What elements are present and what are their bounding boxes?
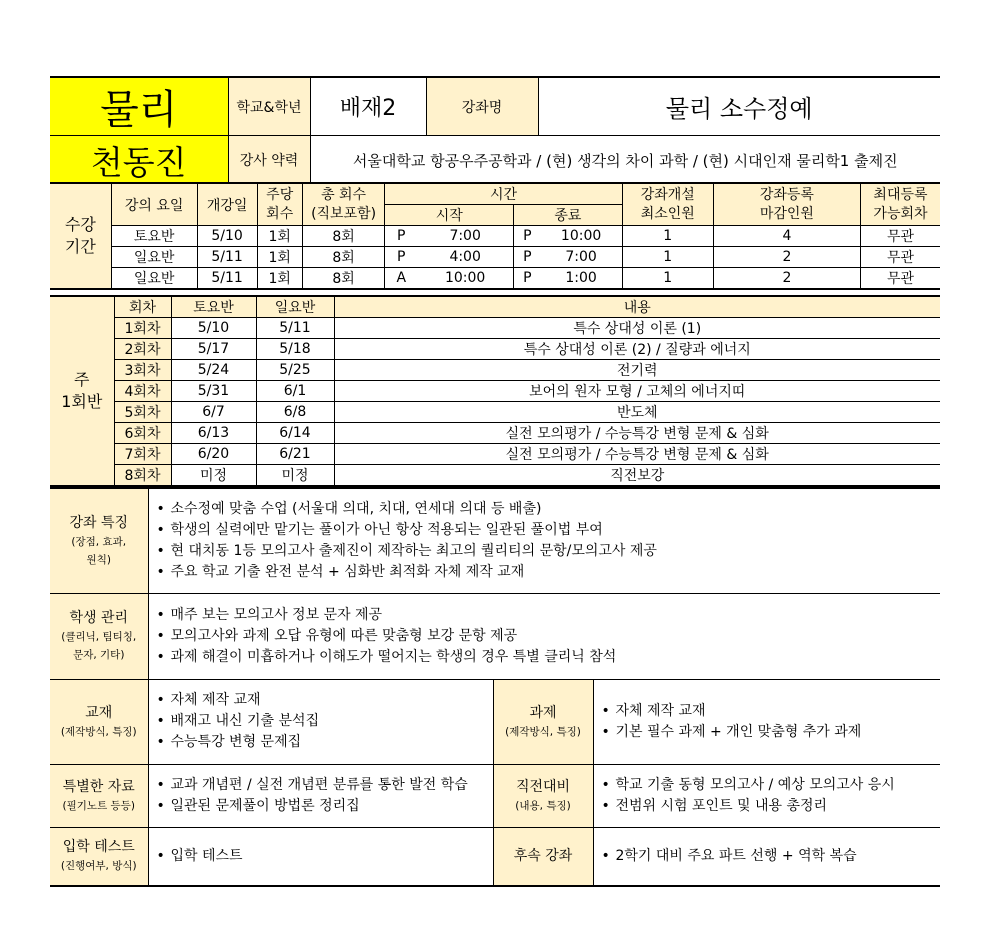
cell-end-time: 7:00 xyxy=(541,247,623,268)
cell-content: 특수 상대성 이론 (2) / 질량과 에너지 xyxy=(334,339,940,360)
cell-content: 반도체 xyxy=(334,402,940,423)
col-min-l2: 최소인원 xyxy=(640,205,695,222)
special-sub: (필기노트 등등) xyxy=(62,799,135,812)
management-sub-2: 문자, 기타) xyxy=(73,649,125,661)
homework-label xyxy=(493,679,593,764)
textbook-sub: (제작방식, 특징) xyxy=(60,725,137,738)
period-section-label xyxy=(50,183,111,289)
schedule-table xyxy=(50,295,940,487)
col-sat: 토요반 xyxy=(171,296,256,318)
cell-min: 1 xyxy=(622,247,713,268)
features-label xyxy=(50,488,148,593)
cell-start-time: 4:00 xyxy=(417,247,514,268)
cell-content: 직전보강 xyxy=(610,468,665,484)
management-content xyxy=(148,593,940,679)
cell-session: 7회차 xyxy=(114,444,171,465)
table-row xyxy=(50,402,940,423)
cell-sun: 6/8 xyxy=(256,402,334,423)
list-item: • 입학 테스트 xyxy=(157,846,493,867)
cell-weekly: 1회 xyxy=(257,268,302,290)
cell-sat: 6/7 xyxy=(171,402,256,423)
cell-max: 무관 xyxy=(860,247,940,268)
cell-sun: 5/18 xyxy=(256,339,334,360)
cell-day: 토요반 xyxy=(111,226,197,247)
management-label xyxy=(50,593,148,679)
cell-sun: 5/11 xyxy=(256,318,334,339)
col-content: 내용 xyxy=(334,296,940,318)
cell-total: 8회 xyxy=(302,226,385,247)
cell-day: 일요반 xyxy=(111,247,197,268)
cell-content: 보어의 원자 모형 / 고체의 에너지띠 xyxy=(334,381,940,402)
cell-session: 6회차 xyxy=(114,423,171,444)
cell-session: 3회차 xyxy=(114,360,171,381)
cell-weekly: 1회 xyxy=(257,247,302,268)
table-row xyxy=(50,339,940,360)
textbook-label xyxy=(50,679,148,764)
list-item: • 소수정예 맞춤 수업 (서울대 의대, 치대, 연세대 의대 등 배출) xyxy=(157,499,941,520)
details-table xyxy=(50,487,940,887)
cell-total: 8회 xyxy=(302,268,385,290)
list-item: • 일관된 문제풀이 방법론 정리집 xyxy=(157,796,493,817)
cell-sun: 미정 xyxy=(256,465,334,487)
cell-deadline: 4 xyxy=(713,226,860,247)
cell-sat: 5/10 xyxy=(171,318,256,339)
col-day: 강의 요일 xyxy=(111,183,197,226)
followup-title: 후속 강좌 xyxy=(513,848,573,865)
cell-content: 특수 상대성 이론 (1) xyxy=(334,318,940,339)
cell-end-ampm: P xyxy=(514,226,541,247)
features-sub-2: 원칙) xyxy=(86,553,111,566)
features-sub-1: (장점, 효과, xyxy=(71,535,127,548)
list-item: • 전범위 시험 포인트 및 내용 총정리 xyxy=(602,796,941,817)
table-row xyxy=(50,423,940,444)
cell-sat: 5/24 xyxy=(171,360,256,381)
table-row xyxy=(50,268,940,290)
entrance-label xyxy=(50,827,148,886)
schedule-label-line2: 1회반 xyxy=(61,392,103,411)
list-item: • 현 대치동 1등 모의고사 출제진이 제작하는 최고의 퀄리티의 문항/모의고사 제공 xyxy=(157,541,941,562)
list-item: • 과제 해결이 미흡하거나 이해도가 떨어지는 학생의 경우 특별 클리닉 참석 xyxy=(157,647,941,668)
schedule-label-line1: 주 xyxy=(74,370,90,389)
cell-end-ampm: P xyxy=(523,270,532,286)
list-item: • 자체 제작 교재 xyxy=(157,690,493,711)
cell-start-time: 10:00 xyxy=(417,268,514,290)
col-time-start: 시작 xyxy=(385,205,514,226)
entrance-content xyxy=(148,827,493,886)
table-row xyxy=(50,318,940,339)
cell-day: 일요반 xyxy=(111,268,197,290)
col-min-l1: 강좌개설 xyxy=(640,186,695,203)
cell-max: 무관 xyxy=(860,226,940,247)
homework-title: 과제 xyxy=(529,704,557,721)
cell-sat: 5/31 xyxy=(171,381,256,402)
management-title: 학생 관리 xyxy=(69,610,129,626)
list-item: • 학생의 실력에만 맡기는 풀이가 아닌 항상 적용되는 일관된 풀이법 부여 xyxy=(157,520,941,541)
cell-end-ampm: P xyxy=(514,247,541,268)
special-title: 특별한 자료 xyxy=(62,778,135,795)
cell-session: 5회차 xyxy=(114,402,171,423)
cell-content: 실전 모의평가 / 수능특강 변형 문제 & 심화 xyxy=(334,423,940,444)
cell-end-time: 10:00 xyxy=(541,226,623,247)
management-sub-1: (클리닉, 팀티칭, xyxy=(61,631,137,643)
preexam-content xyxy=(593,764,940,827)
table-row xyxy=(50,360,940,381)
cell-start: 5/11 xyxy=(197,268,257,290)
cell-end-time: 1:00 xyxy=(541,268,623,290)
cell-deadline: 2 xyxy=(713,268,860,290)
cell-sun: 6/21 xyxy=(256,444,334,465)
cell-start: 5/11 xyxy=(197,247,257,268)
list-item: • 배재고 내신 기출 분석집 xyxy=(157,711,493,732)
list-item: • 수능특강 변형 문제집 xyxy=(157,732,493,753)
homework-content xyxy=(593,679,940,764)
cell-session: 4회차 xyxy=(114,381,171,402)
list-item: • 자체 제작 교재 xyxy=(602,701,941,722)
list-item: • 2학기 대비 주요 파트 선행 + 역학 복습 xyxy=(602,846,941,867)
cell-start-ampm: A xyxy=(396,270,407,286)
cell-session: 2회차 xyxy=(114,339,171,360)
table-row xyxy=(50,444,940,465)
col-total xyxy=(302,183,385,226)
school-grade-label: 학교&학년 xyxy=(228,77,310,136)
table-row xyxy=(50,226,940,247)
course-name-label: 강좌명 xyxy=(426,77,538,136)
features-title: 강좌 특징 xyxy=(69,514,129,531)
header-table xyxy=(50,76,940,187)
col-start-date: 개강일 xyxy=(197,183,257,226)
col-deadline xyxy=(713,183,860,226)
col-max-l2: 가능회차 xyxy=(873,205,928,222)
col-max-l1: 최대등록 xyxy=(873,186,928,203)
cell-start-ampm: P xyxy=(385,247,417,268)
career-value: 서울대학교 항공우주공학과 / (현) 생각의 차이 과학 / (현) 시대인재 물리학1 출제진 xyxy=(352,151,898,170)
schedule-section-label xyxy=(50,296,114,486)
cell-weekly: 1회 xyxy=(257,226,302,247)
cell-sun: 6/1 xyxy=(256,381,334,402)
col-deadline-l2: 마감인원 xyxy=(759,205,814,222)
preexam-sub: (내용, 특징) xyxy=(515,799,571,812)
col-total-l2: (직보포함) xyxy=(311,205,377,222)
course-name-value: 물리 소수정예 xyxy=(538,77,940,136)
cell-session: 8회차 xyxy=(114,465,171,487)
cell-max: 무관 xyxy=(886,271,914,287)
cell-sat: 5/17 xyxy=(171,339,256,360)
list-item: • 교과 개념편 / 실전 개념편 분류를 통한 발전 학습 xyxy=(157,775,493,796)
special-label xyxy=(50,764,148,827)
table-row xyxy=(50,247,940,268)
cell-start-time: 7:00 xyxy=(417,226,514,247)
cell-sat: 6/20 xyxy=(171,444,256,465)
cell-start: 5/10 xyxy=(197,226,257,247)
preexam-title: 직전대비 xyxy=(515,778,571,795)
col-sun: 일요반 xyxy=(256,296,334,318)
table-row xyxy=(50,465,940,487)
cell-sun: 6/14 xyxy=(256,423,334,444)
period-table xyxy=(50,182,940,290)
cell-sat: 미정 xyxy=(171,465,256,487)
cell-sun: 5/25 xyxy=(256,360,334,381)
cell-min: 1 xyxy=(622,268,713,290)
col-weekly-l2: 회수 xyxy=(266,205,294,222)
list-item: • 매주 보는 모의고사 정보 문자 제공 xyxy=(157,605,941,626)
col-time-end: 종료 xyxy=(514,205,622,226)
col-deadline-l1: 강좌등록 xyxy=(759,186,814,203)
period-label-line2: 기간 xyxy=(64,237,96,256)
cell-session: 1회차 xyxy=(114,318,171,339)
list-item: • 기본 필수 과제 + 개인 맞춤형 추가 과제 xyxy=(602,722,941,743)
col-weekly-l1: 주당 xyxy=(266,186,294,203)
homework-sub: (제작방식, 특징) xyxy=(505,725,581,738)
col-time: 시간 xyxy=(385,183,622,205)
special-content xyxy=(148,764,493,827)
list-item: • 주요 학교 기출 완전 분석 + 심화반 최적화 자체 제작 교재 xyxy=(157,562,941,583)
list-item: • 모의고사와 과제 오답 유형에 따른 맞춤형 보강 문항 제공 xyxy=(157,626,941,647)
cell-content: 전기력 xyxy=(334,360,940,381)
cell-content: 실전 모의평가 / 수능특강 변형 문제 & 심화 xyxy=(334,444,940,465)
followup-content xyxy=(593,827,940,886)
school-grade-value: 배재2 xyxy=(310,77,426,136)
career-label: 강사 약력 xyxy=(228,136,310,186)
col-max xyxy=(860,183,940,226)
entrance-sub: (진행여부, 방식) xyxy=(60,860,137,873)
table-row xyxy=(50,381,940,402)
col-min xyxy=(622,183,713,226)
period-label-line1: 수강 xyxy=(64,215,96,234)
teacher-name: 천동진 xyxy=(50,136,228,186)
textbook-title: 교재 xyxy=(85,704,113,721)
list-item: • 학교 기출 동형 모의고사 / 예상 모의고사 응시 xyxy=(602,775,941,796)
cell-start-ampm: P xyxy=(385,226,417,247)
col-weekly xyxy=(257,183,302,226)
col-session: 회차 xyxy=(114,296,171,318)
preexam-label xyxy=(493,764,593,827)
cell-total: 8회 xyxy=(302,247,385,268)
cell-deadline: 2 xyxy=(713,247,860,268)
followup-label xyxy=(493,827,593,886)
entrance-title: 입학 테스트 xyxy=(62,839,135,856)
features-content xyxy=(148,488,940,593)
subject-cell: 물리 xyxy=(50,77,228,136)
col-total-l1: 총 회수 xyxy=(321,186,367,203)
textbook-content xyxy=(148,679,493,764)
cell-min: 1 xyxy=(622,226,713,247)
cell-sat: 6/13 xyxy=(171,423,256,444)
